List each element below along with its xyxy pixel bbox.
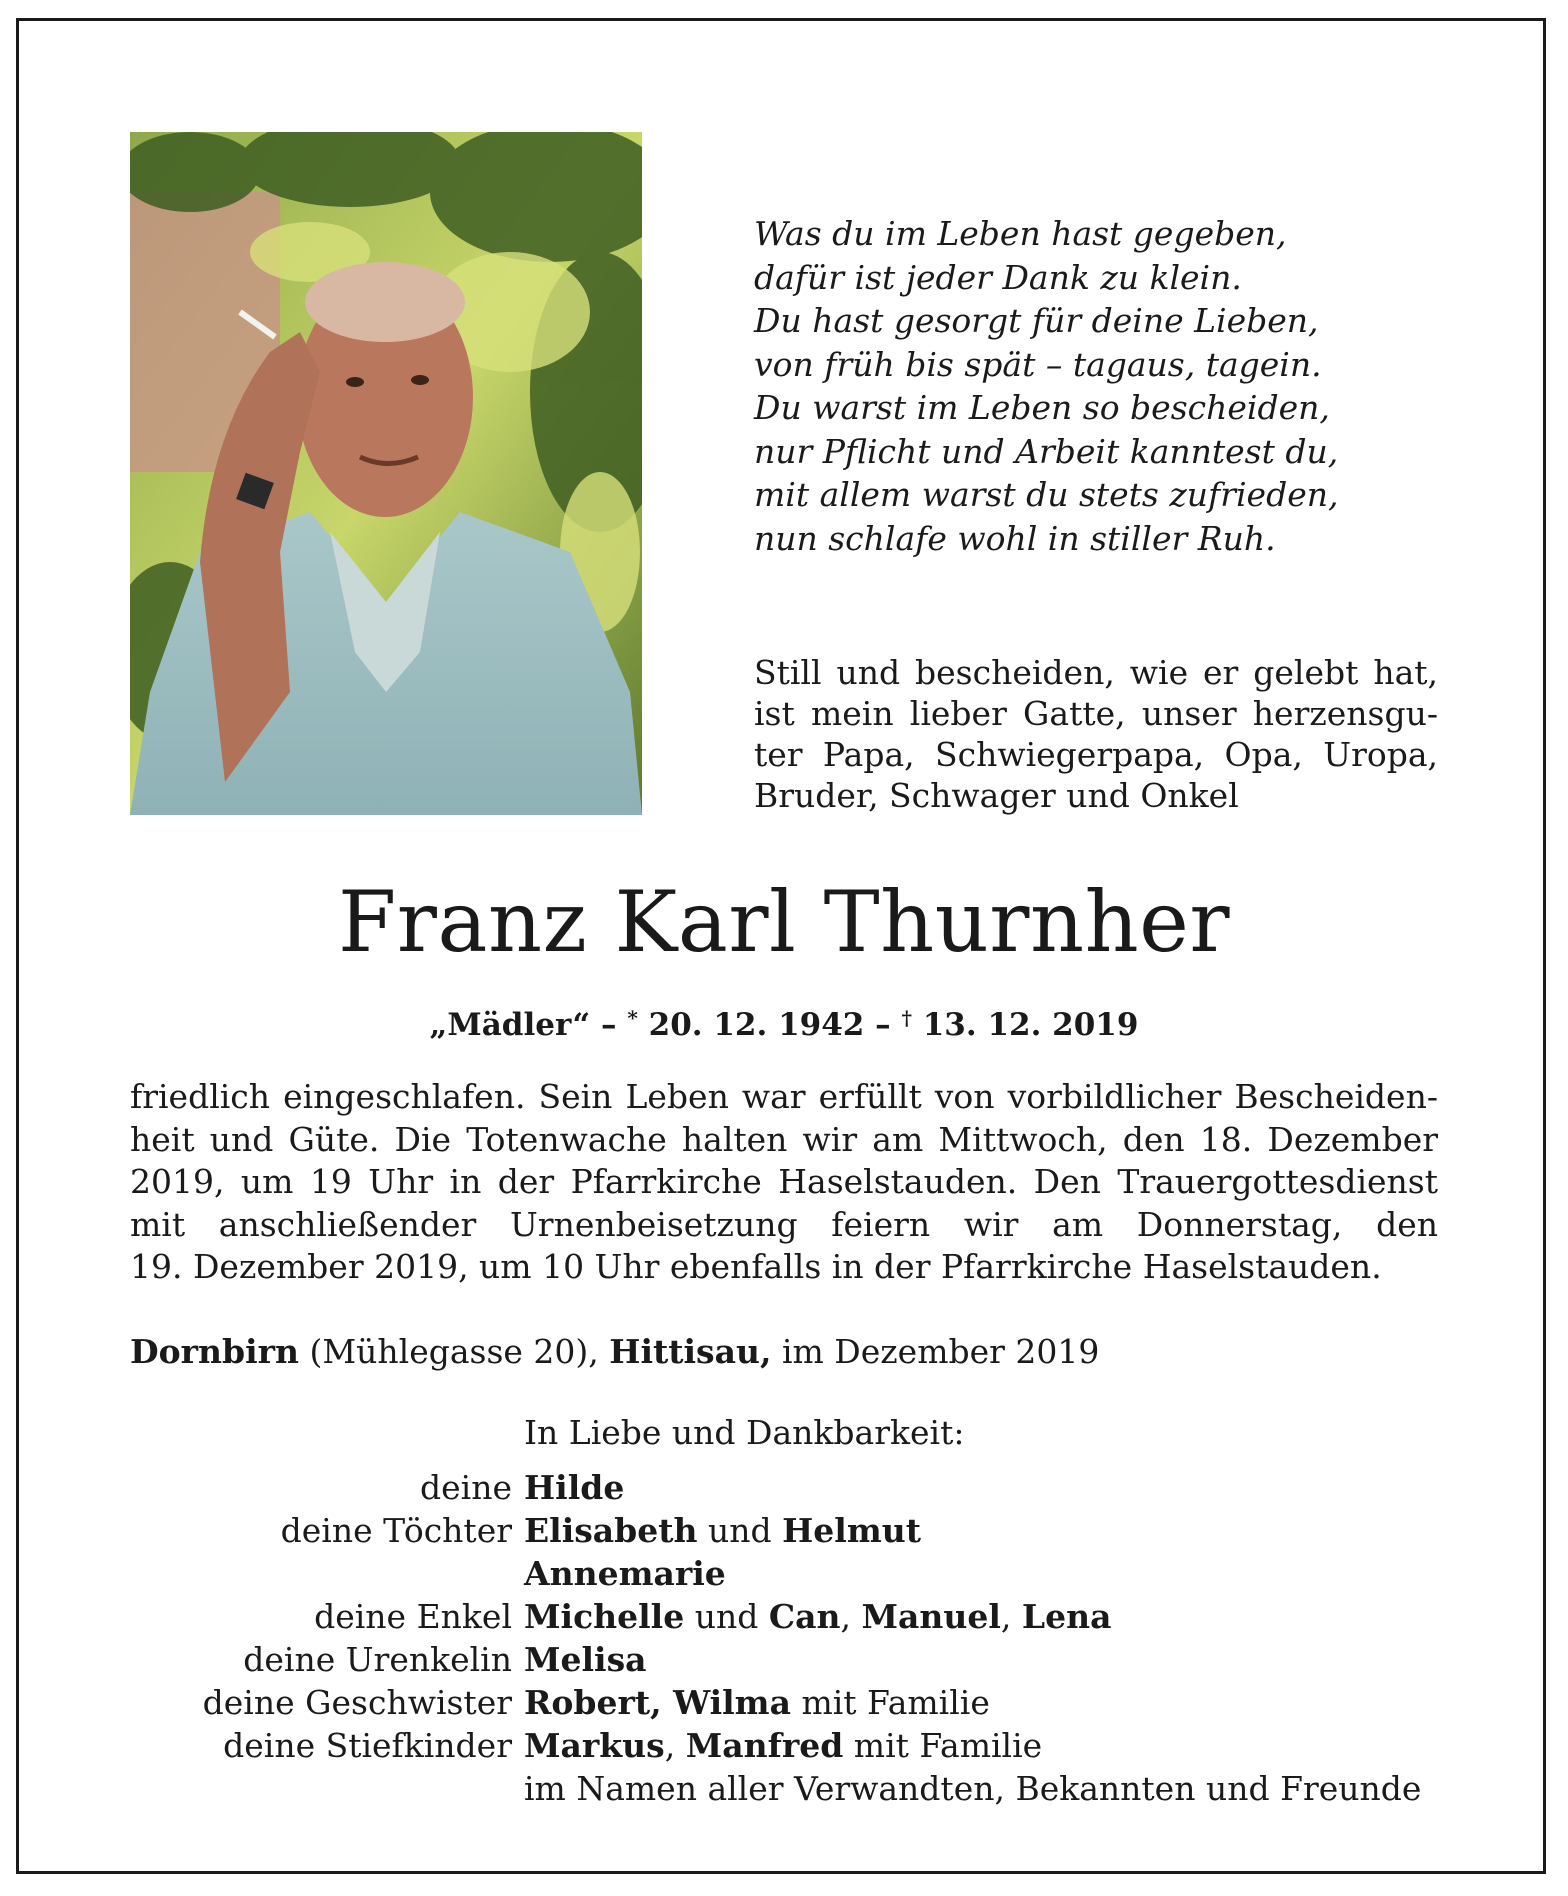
on-behalf-text: im Namen aller Verwandten, Bekannten und Freunde	[524, 1769, 1422, 1808]
body-line: heit und Güte. Die Totenwache halten wir am Mittwoch, den 18. Dezember	[130, 1119, 1438, 1159]
connector: und	[684, 1597, 769, 1636]
mourner-name: Elisabeth	[524, 1511, 698, 1550]
mourners-list	[130, 1466, 1450, 1810]
relation: deine Stiefkinder	[223, 1726, 512, 1765]
mourner-row	[130, 1552, 1450, 1595]
poem-line: nun schlafe wohl in stiller Ruh.	[754, 518, 1276, 558]
body-line: 2019, um 19 Uhr in der Pfarrkirche Haselstauden. Den Trauergottesdienst	[130, 1162, 1438, 1201]
intro-line: Still und bescheiden, wie er gelebt hat,	[754, 653, 1438, 692]
relation: deine Töchter	[280, 1511, 512, 1550]
birth-date: 20. 12. 1942	[637, 1007, 865, 1043]
poem-line: nur Pflicht und Arbeit kanntest du,	[754, 431, 1339, 471]
mourner-name: Manuel	[861, 1597, 1001, 1636]
poem	[754, 212, 1454, 560]
mourner-name: Manfred	[685, 1726, 844, 1765]
relation: deine Urenkelin	[243, 1640, 512, 1679]
relation: deine Enkel	[314, 1597, 512, 1636]
city-dornbirn: Dornbirn	[130, 1332, 299, 1371]
intro-line: ter Papa, Schwiegerpapa, Opa, Uropa,	[754, 735, 1438, 774]
mourner-name: Helmut	[782, 1511, 921, 1550]
connector: ,	[840, 1597, 862, 1636]
death-date: 13. 12. 2019	[911, 1007, 1139, 1043]
poem-line: Was du im Leben hast gegeben,	[754, 214, 1287, 253]
poem-line: von früh bis spät – tagaus, tagein.	[754, 344, 1322, 384]
mourner-row	[130, 1466, 1450, 1509]
connector: ,	[664, 1726, 686, 1765]
mourner-name: Hilde	[524, 1468, 625, 1507]
nickname: „Mädler“	[429, 1007, 591, 1043]
connector: und	[697, 1511, 783, 1550]
intro-line: Bruder, Schwager und Onkel	[754, 776, 1239, 815]
portrait-photo	[130, 132, 642, 815]
body-line: mit anschließender Urnenbeisetzung feiern wir am Donnerstag, den	[130, 1204, 1438, 1244]
mourner-row	[130, 1595, 1450, 1638]
poem-line: dafür ist jeder Dank zu klein.	[754, 257, 1242, 297]
mourner-name: Lena	[1021, 1597, 1112, 1636]
address: (Mühlegasse 20),	[299, 1332, 610, 1371]
connector: ,	[1000, 1597, 1022, 1636]
mourner-row	[130, 1638, 1450, 1681]
death-symbol: †	[901, 1006, 912, 1030]
mourner-row	[130, 1509, 1450, 1552]
mourner-name: Robert, Wilma	[524, 1683, 791, 1722]
mourner-name: Michelle	[524, 1597, 685, 1636]
separator: –	[864, 1007, 902, 1043]
mourner-name: Markus	[524, 1726, 665, 1765]
birth-symbol: *	[627, 1006, 638, 1030]
poem-line: mit allem warst du stets zufrieden,	[754, 475, 1339, 514]
mourner-name: Can	[768, 1597, 841, 1636]
relation	[130, 1767, 524, 1810]
mourner-row	[130, 1724, 1450, 1767]
mourner-name: Melisa	[524, 1640, 647, 1679]
body-line: 19. Dezember 2019, um 10 Uhr ebenfalls in der Pfarrkirche Haselstauden.	[130, 1247, 1382, 1286]
relation	[130, 1552, 524, 1595]
mourner-row	[130, 1767, 1450, 1810]
city-hittisau: Hittisau,	[609, 1332, 772, 1371]
poem-line: Du hast gesorgt für deine Lieben,	[754, 301, 1319, 340]
body-text	[130, 1076, 1438, 1289]
closing-phrase: In Liebe und Dankbarkeit:	[524, 1413, 965, 1452]
relation: deine Geschwister	[202, 1683, 512, 1722]
life-dates	[0, 996, 1568, 1047]
relation: deine	[420, 1468, 512, 1507]
mourner-name: Annemarie	[524, 1554, 726, 1593]
month-year: im Dezember 2019	[771, 1332, 1100, 1371]
poem-line: Du warst im Leben so bescheiden,	[754, 388, 1330, 427]
mourner-row	[130, 1681, 1450, 1724]
intro-line: ist mein lieber Gatte, unser herzensgu-	[754, 694, 1438, 733]
separator: –	[590, 1007, 628, 1043]
connector: mit Familie	[843, 1726, 1043, 1765]
place-and-date	[130, 1330, 1438, 1374]
deceased-name: Franz Karl Thurnher	[337, 873, 1231, 971]
body-line: friedlich eingeschlafen. Sein Leben war erfüllt von vorbildlicher Bescheiden-	[130, 1077, 1438, 1116]
intro-text	[754, 652, 1438, 816]
connector: mit Familie	[790, 1683, 990, 1722]
